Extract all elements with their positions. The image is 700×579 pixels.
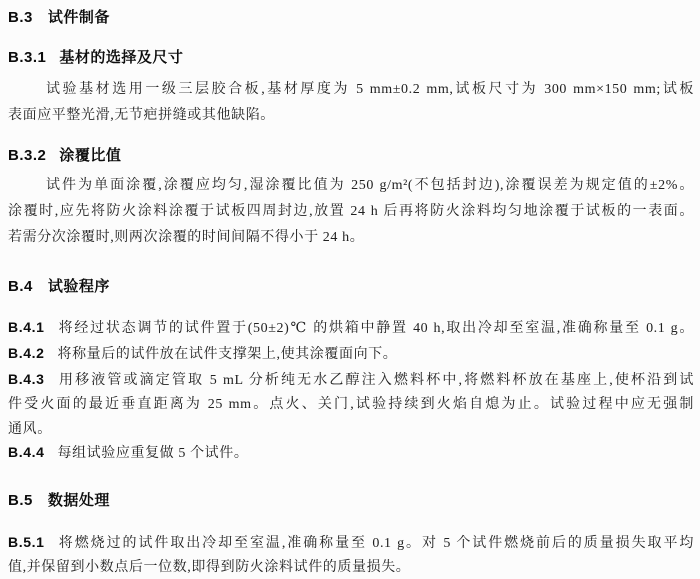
text-line: 表面应平整光滑,无节疤拼缝或其他缺陷。 [8,108,275,123]
clause-number: B.4.4 [8,444,45,460]
heading-title: 试件制备 [47,9,110,26]
clause-b4-4 [8,441,694,467]
clause-number: B.5.1 [8,534,45,550]
clause-b4-1 [8,316,694,342]
text-line [8,316,694,342]
heading-b3 [8,6,694,27]
heading-b3-1 [8,46,694,67]
heading-number: B.3 [8,9,33,26]
clause-b4-2 [8,342,694,368]
clause-text: 将燃烧过的试件取出冷却至室温,准确称量至 0.1 g。对 5 个试件燃烧前后的质量损失取平均 [57,536,694,551]
heading-b3-2 [8,144,694,165]
text-line: 试验基材选用一级三层胶合板,基材厚度为 5 mm±0.2 mm,试板尺寸为 300 mm×150 mm;试板 [46,82,694,97]
text-line: 涂覆时,应先将防火涂料涂覆于试板四周封边,放置 24 h 后再将防火涂料均匀地涂覆于试板的一表面。 [8,204,694,219]
heading-number: B.3.2 [8,147,47,164]
heading-title: 基材的选择及尺寸 [59,49,184,66]
clause-text: 将经过状态调节的试件置于(50±2)℃ 的烘箱中静置 40 h,取出冷却至室温,准确称量至 0.1 g。 [57,321,694,336]
paragraph-b3-2 [8,175,694,253]
heading-number: B.3.1 [8,49,47,66]
clause-b4-3 [8,368,694,445]
clause-number: B.4.2 [8,345,45,361]
clause-number: B.4.1 [8,319,45,335]
clause-text: 将称量后的试件放在试件支撑架上,使其涂覆面向下。 [57,347,398,362]
clause-number: B.4.3 [8,371,45,387]
text-line [8,368,694,394]
heading-b4 [8,275,694,296]
heading-title: 涂覆比值 [59,147,122,164]
text-line: 若需分次涂覆时,则两次涂覆的时间间隔不得小于 24 h。 [8,230,365,245]
text-line: 试件为单面涂覆,涂覆应均匀,湿涂覆比值为 250 g/m²(不包括封边),涂覆误差为规定值的±2%。 [46,178,694,193]
heading-title: 试验程序 [47,278,110,295]
heading-b5 [8,489,694,510]
clause-text: 用移液管或滴定管取 5 mL 分析纯无水乙醇注入燃料杯中,将燃料杯放在基座上,使杯沿到试 [57,373,694,388]
heading-number: B.4 [8,278,33,295]
paragraph-b3-1 [8,79,694,131]
text-line [8,531,694,557]
text-line [8,441,694,467]
text-line: 通风。 [8,422,52,437]
clause-text: 每组试验应重复做 5 个试件。 [57,446,249,461]
text-line: 件受火面的最近垂直距离为 25 mm。点火、关门,试验持续到火焰自熄为止。试验过程中应无强制 [8,396,694,412]
heading-title: 数据处理 [47,492,110,509]
clause-b5-1 [8,531,694,579]
heading-number: B.5 [8,492,33,509]
text-line [8,342,694,368]
text-line: 值,并保留到小数点后一位数,即得到防火涂料试件的质量损失。 [8,559,411,575]
